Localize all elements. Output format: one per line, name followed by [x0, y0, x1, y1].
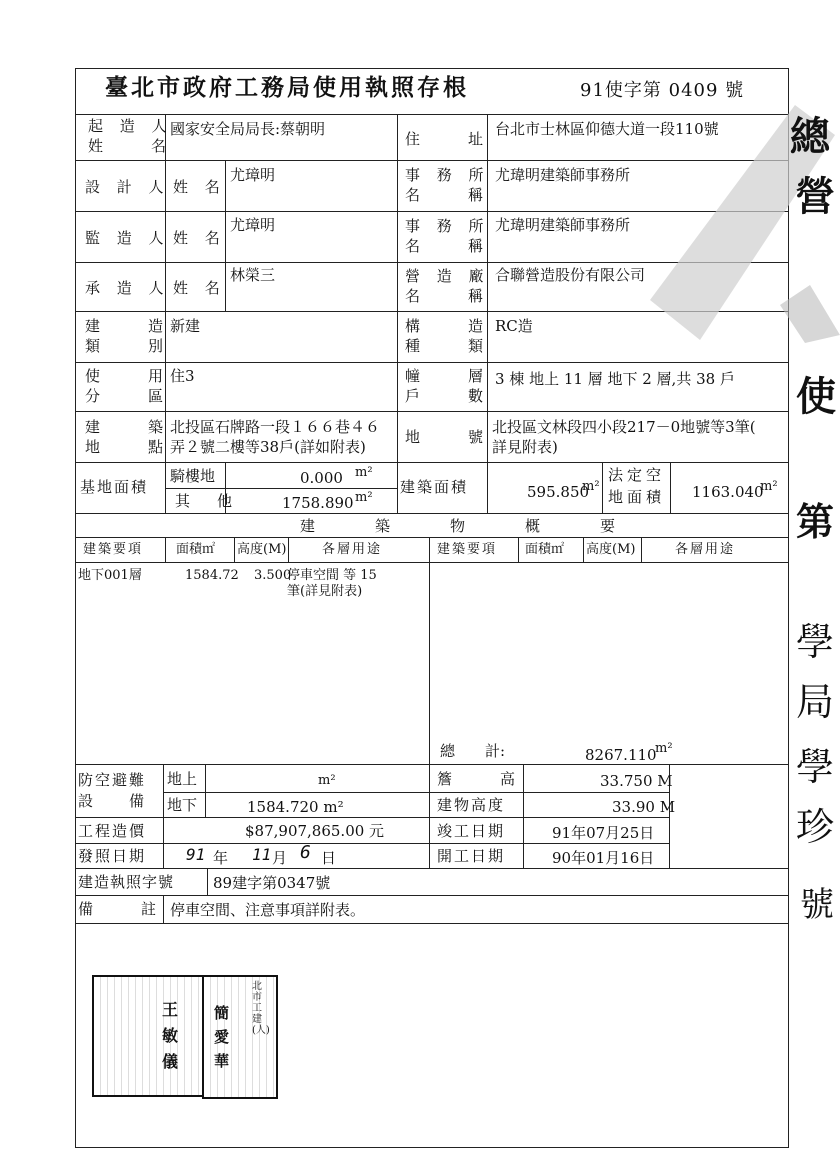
col-height-right: 高度(M) [586, 542, 636, 557]
contractor-name: 林榮三 [230, 266, 276, 284]
other-value: 1758.890 [282, 494, 354, 512]
lot-line-2: 詳見附表) [492, 438, 558, 456]
start-date-value: 90年01月16日 [552, 849, 655, 867]
other-unit: m² [355, 490, 373, 505]
issue-year-unit: 年 [213, 849, 229, 867]
building-area-unit: m² [582, 479, 600, 494]
eave-value: 33.750 M [600, 772, 673, 790]
remarks-value: 停車空間、注意事項詳附表。 [170, 901, 366, 919]
permit-label: 建造執照字號 [78, 873, 175, 891]
total-unit: m² [655, 741, 673, 756]
open-space-label-1: 法定空 [608, 466, 666, 484]
floor-use-1: 停車空間 等 15 [287, 568, 377, 583]
completion-value: 91年07月25日 [552, 824, 655, 842]
below-ground-label: 地下 [167, 796, 198, 814]
contractor-office-label-2: 名 稱 [405, 287, 490, 305]
license-number: 91使字第 0409 號 [580, 80, 745, 101]
frame-bottom [75, 1147, 789, 1148]
designer-office-label-1: 事 務 所 [405, 166, 490, 184]
use-zone-label-2: 分 區 [85, 387, 170, 405]
right-stamp-name: 簡 愛 華 [214, 1004, 230, 1070]
supervisor-office-label-1: 事 務 所 [405, 217, 490, 235]
floor-item: 地下001層 [78, 568, 142, 583]
col-area-right: 面積㎡ [525, 542, 565, 557]
type-label-1: 建 造 [85, 317, 170, 335]
open-space-value: 1163.040 [692, 483, 764, 501]
supervisor-office-label-2: 名 稱 [405, 237, 490, 255]
issue-year: 91 [186, 845, 206, 864]
contractor-label: 承 造 人 [85, 279, 170, 297]
start-date-label: 開工日期 [437, 847, 506, 865]
arcade-value: 0.000 [300, 469, 343, 487]
address-value: 台北市士林區仰德大道一段110號 [495, 120, 719, 138]
supervisor-label: 監 造 人 [85, 229, 170, 247]
floors-label-1: 幢 層 [405, 367, 490, 385]
eave-label: 簷 高 [437, 770, 522, 788]
margin-char-2: 營 [795, 173, 835, 220]
margin-char-6: 局 [796, 680, 835, 724]
col-height-left: 高度(M) [237, 542, 287, 557]
lot-line-1: 北投區文林段四小段217－0地號等3筆( [492, 418, 756, 436]
frame-left [75, 68, 76, 1148]
permit-value: 89建字第0347號 [213, 874, 331, 892]
margin-char-8: 珍 [796, 805, 835, 849]
col-area-left: 面積㎡ [176, 542, 216, 557]
arcade-unit: m² [355, 465, 373, 480]
use-zone: 住3 [170, 367, 195, 385]
col-item-left: 建築要項 [83, 542, 144, 557]
margin-char-3: 使 [796, 373, 836, 420]
builder-label-1: 起 造 人 [88, 117, 173, 135]
building-height-value: 33.90 M [612, 798, 676, 816]
builder-name: 國家安全局局長:蔡朝明 [170, 120, 326, 138]
floor-height: 3.500 [254, 568, 292, 583]
total-value: 8267.110 [585, 746, 657, 764]
floor-area: 1584.72 [185, 568, 239, 583]
contractor-office-label-1: 營 造 廠 [405, 267, 490, 285]
building-height-label: 建物高度 [437, 796, 506, 814]
right-stamp-note: 北市工建(人) [252, 981, 270, 1036]
frame-top [75, 68, 789, 69]
remarks-label: 備 註 [78, 900, 163, 918]
below-ground-value: 1584.720 m² [247, 798, 344, 816]
builder-label-2: 姓 名 [88, 137, 173, 155]
margin-char-7: 學 [796, 745, 835, 789]
above-ground-value: m² [318, 773, 336, 788]
issue-day-unit: 日 [321, 849, 337, 867]
margin-char-5: 學 [796, 620, 835, 664]
arcade-label: 騎樓地 [170, 467, 216, 485]
air-raid-label-2: 設 備 [78, 792, 147, 810]
use-zone-label-1: 使 用 [85, 367, 170, 385]
cost-value: $87,907,865.00 元 [245, 822, 385, 840]
issue-month-unit: 月 [272, 849, 288, 867]
contractor-name-label: 姓 名 [173, 279, 226, 297]
designer-name: 尤璋明 [230, 166, 276, 184]
approval-stamp-right [202, 975, 278, 1099]
designer-office: 尤瑋明建築師事務所 [495, 166, 631, 184]
building-area-value: 595.850 [527, 483, 590, 501]
structure-label-1: 構 造 [405, 317, 490, 335]
above-ground-label: 地上 [167, 770, 198, 788]
issue-day: 6 [300, 842, 311, 863]
structure-type: RC造 [495, 317, 533, 335]
structure-label-2: 種 類 [405, 337, 490, 355]
base-area-label: 基地面積 [80, 478, 149, 496]
type-label-2: 類 別 [85, 337, 170, 355]
site-label-2: 地 點 [85, 438, 170, 456]
left-stamp-name: 王 敏 儀 [162, 1000, 179, 1071]
lot-label: 地 號 [405, 428, 490, 446]
open-space-unit: m² [760, 479, 778, 494]
contractor-office: 合聯營造股份有限公司 [495, 266, 646, 284]
overview-title: 建 築 物 概 要 [300, 517, 626, 535]
designer-label: 設 計 人 [85, 178, 170, 196]
other-label: 其 他 [175, 492, 239, 510]
supervisor-office: 尤瑋明建築師事務所 [495, 216, 631, 234]
col-use-right: 各層用途 [675, 542, 736, 557]
open-space-label-2: 地面積 [608, 488, 666, 506]
document-title: 臺北市政府工務局使用執照存根 [105, 74, 469, 101]
designer-office-label-2: 名 稱 [405, 186, 490, 204]
building-area-label: 建築面積 [400, 478, 469, 496]
site-label-1: 建 築 [85, 418, 170, 436]
margin-char-4: 第 [796, 499, 835, 544]
designer-name-label: 姓 名 [173, 178, 226, 196]
completion-label: 竣工日期 [437, 822, 506, 840]
floor-use-2: 筆(詳見附表) [287, 584, 363, 599]
approval-stamp-left [92, 975, 204, 1097]
construction-type: 新建 [170, 317, 201, 335]
issue-date-label: 發照日期 [78, 847, 147, 865]
total-label: 總 計: [440, 742, 506, 760]
margin-char-1: 總 [790, 113, 830, 160]
floors-value: 3 棟 地上 11 層 地下 2 層,共 38 戶 [495, 370, 735, 388]
cost-label: 工程造價 [78, 822, 147, 840]
supervisor-name-label: 姓 名 [173, 229, 226, 247]
site-line-2: 弄２號二樓等38戶(詳如附表) [170, 438, 366, 456]
supervisor-name: 尤璋明 [230, 216, 276, 234]
margin-char-9: 號 [800, 885, 834, 925]
issue-month: 11 [252, 845, 272, 864]
address-label: 住 址 [405, 130, 490, 148]
col-use-left: 各層用途 [322, 542, 383, 557]
air-raid-label-1: 防空避難 [78, 771, 147, 789]
floors-label-2: 戶 數 [405, 387, 490, 405]
site-line-1: 北投區石牌路一段１６６巷４６ [170, 418, 381, 436]
col-item-right: 建築要項 [437, 542, 498, 557]
